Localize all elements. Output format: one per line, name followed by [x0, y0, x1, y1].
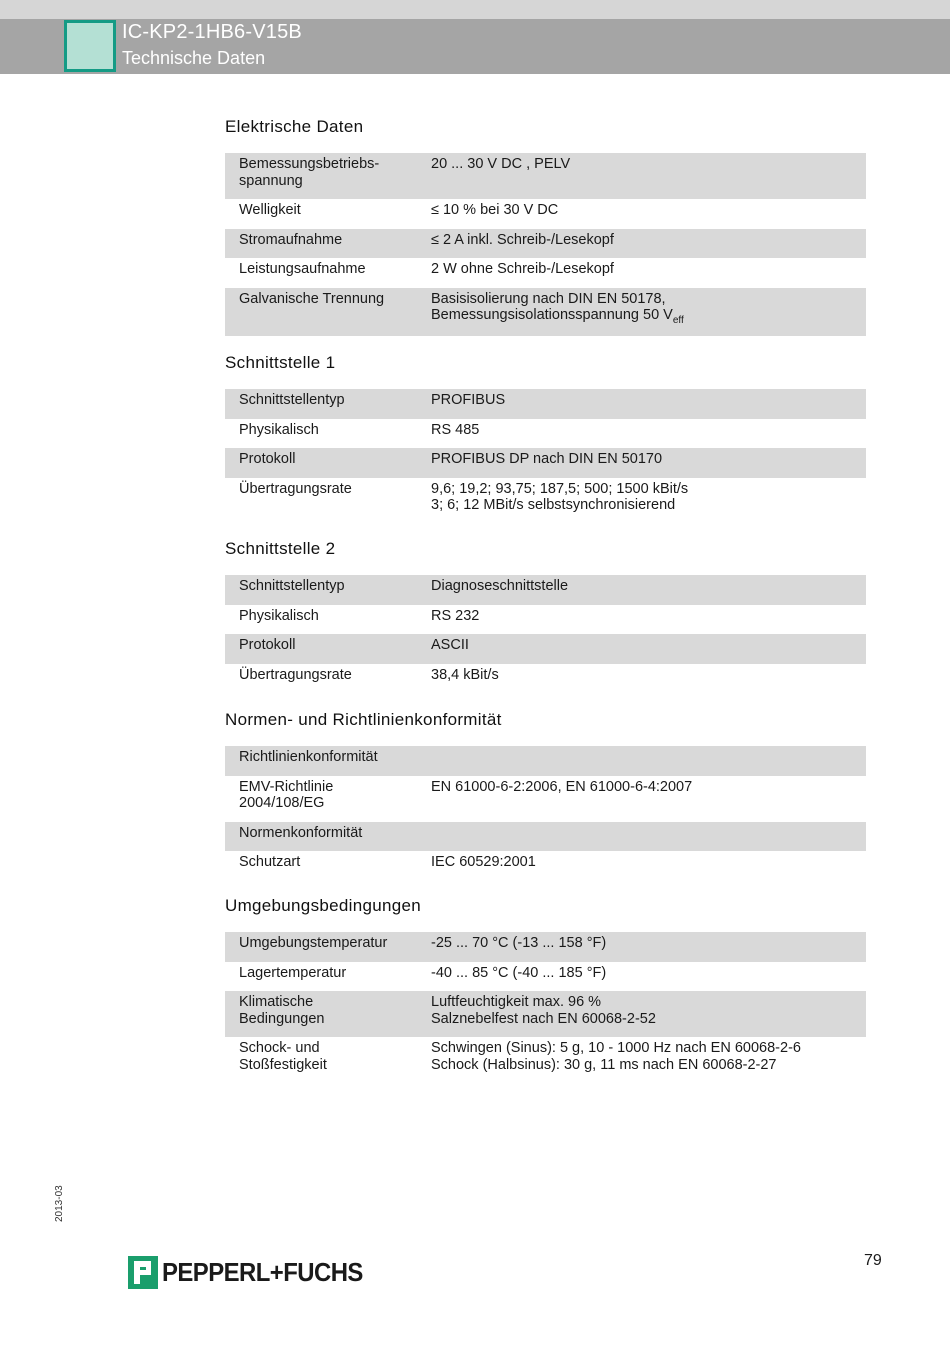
spec-value-text: Schwingen (Sinus): 5 g, 10 - 1000 Hz nach EN 60068-2-6 [431, 1040, 801, 1056]
spec-value-line [431, 667, 866, 684]
spec-value-text: EN 61000-6-2:2006, EN 61000-6-4:2007 [431, 778, 693, 795]
spec-label-line: Schock- und [239, 1040, 320, 1056]
spec-label [225, 667, 431, 691]
spec-label-line: Bemessungsbetriebs- [239, 156, 380, 172]
spec-label-line: Lagertemperatur [239, 964, 347, 981]
spec-value-subscript: eff [672, 315, 684, 326]
spec-label [225, 1040, 431, 1080]
spec-value [431, 1040, 866, 1080]
spec-label-line: Normenkonformität [239, 824, 363, 841]
spec-label-line: Übertragungsrate [239, 666, 352, 683]
spec-value [431, 291, 866, 333]
spec-value [431, 935, 866, 959]
spec-label [225, 261, 431, 285]
spec-row [225, 1037, 866, 1083]
spec-label [225, 608, 431, 632]
spec-value [431, 965, 866, 989]
spec-value-text: Bemessungsisolationsspannung 50 V [431, 307, 673, 323]
spec-section [225, 352, 866, 524]
spec-value [431, 749, 866, 773]
spec-value-text: Schock (Halbsinus): 30 g, 11 ms nach EN 60068-2-27 [431, 1056, 777, 1073]
spec-label-line: Protokoll [239, 637, 296, 653]
spec-label [225, 854, 431, 878]
spec-row [225, 962, 866, 992]
spec-value-line [431, 1057, 866, 1074]
spec-value-text: Diagnoseschnittstelle [431, 578, 569, 594]
spec-label [225, 779, 431, 819]
section-title: Schnittstelle 1 [225, 353, 336, 372]
section-title: Umgebungsbedingungen [225, 896, 421, 915]
spec-label-line: Übertragungsrate [239, 480, 352, 497]
spec-label [225, 202, 431, 226]
spec-value-line [431, 291, 866, 308]
spec-row [225, 389, 866, 419]
spec-label [225, 578, 431, 602]
document-subtitle: Technische Daten [122, 48, 266, 68]
spec-section [225, 538, 866, 693]
spec-value [431, 261, 866, 285]
spec-value-text: ≤ 2 A inkl. Schreib-/Lesekopf [431, 231, 614, 248]
spec-label-line: Schnittstellentyp [239, 578, 345, 594]
spec-value-line [431, 451, 866, 468]
spec-value-line [431, 994, 866, 1011]
spec-label-line: Bedingungen [239, 1010, 325, 1027]
spec-row [225, 153, 866, 199]
spec-value-text: PROFIBUS [431, 392, 506, 408]
spec-value-line [431, 1040, 866, 1057]
spec-row [225, 258, 866, 288]
spec-value [431, 422, 866, 446]
spec-label-line: Leistungsaufnahme [239, 261, 366, 277]
spec-value-text: PROFIBUS DP nach DIN EN 50170 [431, 451, 663, 467]
spec-value-line [431, 608, 866, 625]
spec-row [225, 991, 866, 1037]
spec-section [225, 116, 866, 336]
spec-value [431, 779, 866, 819]
spec-value-line [431, 497, 866, 514]
spec-value-line [431, 779, 866, 796]
spec-label-line: EMV-Richtlinie [239, 778, 334, 795]
spec-value-text: ASCII [431, 637, 469, 653]
header-top-strip [0, 0, 950, 19]
spec-value-line [431, 307, 866, 324]
spec-value [431, 825, 866, 849]
spec-label-line: Richtlinienkonformität [239, 749, 378, 765]
spec-label-line: Schutzart [239, 854, 301, 870]
spec-label [225, 637, 431, 661]
spec-value-line [431, 232, 866, 249]
spec-value-text: IEC 60529:2001 [431, 854, 536, 870]
spec-label [225, 994, 431, 1034]
spec-value-text: ≤ 10 % bei 30 V DC [431, 202, 559, 218]
spec-value-line [431, 392, 866, 409]
spec-value [431, 994, 866, 1034]
document-title: IC-KP2-1HB6-V15B [122, 21, 302, 43]
spec-label-line: Welligkeit [239, 202, 301, 218]
company-logo [128, 1255, 380, 1289]
spec-value-line [431, 261, 866, 278]
spec-section [225, 895, 866, 1083]
spec-row [225, 776, 866, 822]
spec-value-line [431, 854, 866, 871]
spec-value [431, 451, 866, 475]
spec-value-text: Luftfeuchtigkeit max. 96 % [431, 994, 602, 1010]
spec-value-text: 3; 6; 12 MBit/s selbstsynchronisierend [431, 497, 676, 513]
section-title: Normen- und Richtlinienkonformität [225, 710, 502, 729]
logo-mark-icon [128, 1256, 158, 1289]
spec-section [225, 709, 866, 881]
spec-label [225, 422, 431, 446]
spec-value-line [431, 156, 866, 173]
spec-value-text: RS 232 [431, 607, 480, 624]
spec-row [225, 575, 866, 605]
spec-value [431, 392, 866, 416]
spec-value-text: Salznebelfest nach EN 60068-2-52 [431, 1010, 656, 1027]
spec-value-text: -40 ... 85 °C (-40 ... 185 °F) [431, 964, 607, 981]
spec-value-text: 9,6; 19,2; 93,75; 187,5; 500; 1500 kBit/s [431, 480, 689, 497]
spec-label [225, 232, 431, 256]
spec-label [225, 481, 431, 521]
spec-value-line [431, 202, 866, 219]
spec-label [225, 749, 431, 773]
spec-row [225, 288, 866, 336]
section-title: Elektrische Daten [225, 117, 364, 136]
spec-row [225, 605, 866, 635]
spec-row [225, 851, 866, 881]
spec-label-line: Schnittstellentyp [239, 392, 345, 408]
spec-label-line: spannung [239, 172, 303, 189]
spec-value [431, 481, 866, 521]
spec-value-line [431, 935, 866, 952]
spec-value-line [431, 422, 866, 439]
spec-value [431, 608, 866, 632]
spec-value [431, 232, 866, 256]
spec-value [431, 578, 866, 602]
spec-label-line: Stromaufnahme [239, 231, 343, 248]
spec-value-line [431, 1011, 866, 1028]
spec-row [225, 822, 866, 852]
spec-label [225, 965, 431, 989]
logo-wordmark: PEPPERL+FUCHS [162, 1256, 363, 1287]
spec-label-line: 2004/108/EG [239, 795, 325, 811]
spec-row [225, 199, 866, 229]
spec-value-text: RS 485 [431, 421, 480, 438]
spec-value-text: 38,4 kBit/s [431, 666, 499, 683]
spec-label [225, 451, 431, 475]
spec-value-text: Basisisolierung nach DIN EN 50178, [431, 290, 666, 307]
spec-value [431, 156, 866, 196]
spec-row [225, 932, 866, 962]
spec-value-line [431, 965, 866, 982]
edition-date: 2013-03 [54, 1185, 65, 1222]
spec-value [431, 854, 866, 878]
spec-value [431, 202, 866, 226]
spec-row [225, 664, 866, 694]
spec-label [225, 825, 431, 849]
spec-label [225, 935, 431, 959]
spec-label-line: Stoßfestigkeit [239, 1056, 327, 1073]
spec-value-text: 2 W ohne Schreib-/Lesekopf [431, 261, 614, 277]
spec-label [225, 156, 431, 196]
section-title: Schnittstelle 2 [225, 539, 336, 558]
spec-value-line [431, 481, 866, 498]
spec-row [225, 448, 866, 478]
spec-value [431, 637, 866, 661]
spec-label-line: Protokoll [239, 451, 296, 467]
spec-label [225, 392, 431, 416]
spec-value [431, 667, 866, 691]
header-accent-box [64, 20, 116, 72]
spec-label-line: Klimatische [239, 994, 314, 1010]
spec-row [225, 634, 866, 664]
spec-label-line: Physikalisch [239, 607, 319, 624]
spec-label-line: Umgebungstemperatur [239, 935, 388, 951]
page-number: 79 [864, 1252, 882, 1269]
spec-label [225, 291, 431, 333]
spec-row [225, 419, 866, 449]
spec-value-text: -25 ... 70 °C (-13 ... 158 °F) [431, 935, 607, 951]
spec-value-line [431, 578, 866, 595]
spec-label-line: Galvanische Trennung [239, 290, 385, 307]
spec-value-text: 20 ... 30 V DC , PELV [431, 156, 571, 172]
spec-row [225, 229, 866, 259]
spec-row [225, 746, 866, 776]
spec-row [225, 478, 866, 524]
spec-label-line: Physikalisch [239, 421, 319, 438]
spec-value-line [431, 637, 866, 654]
